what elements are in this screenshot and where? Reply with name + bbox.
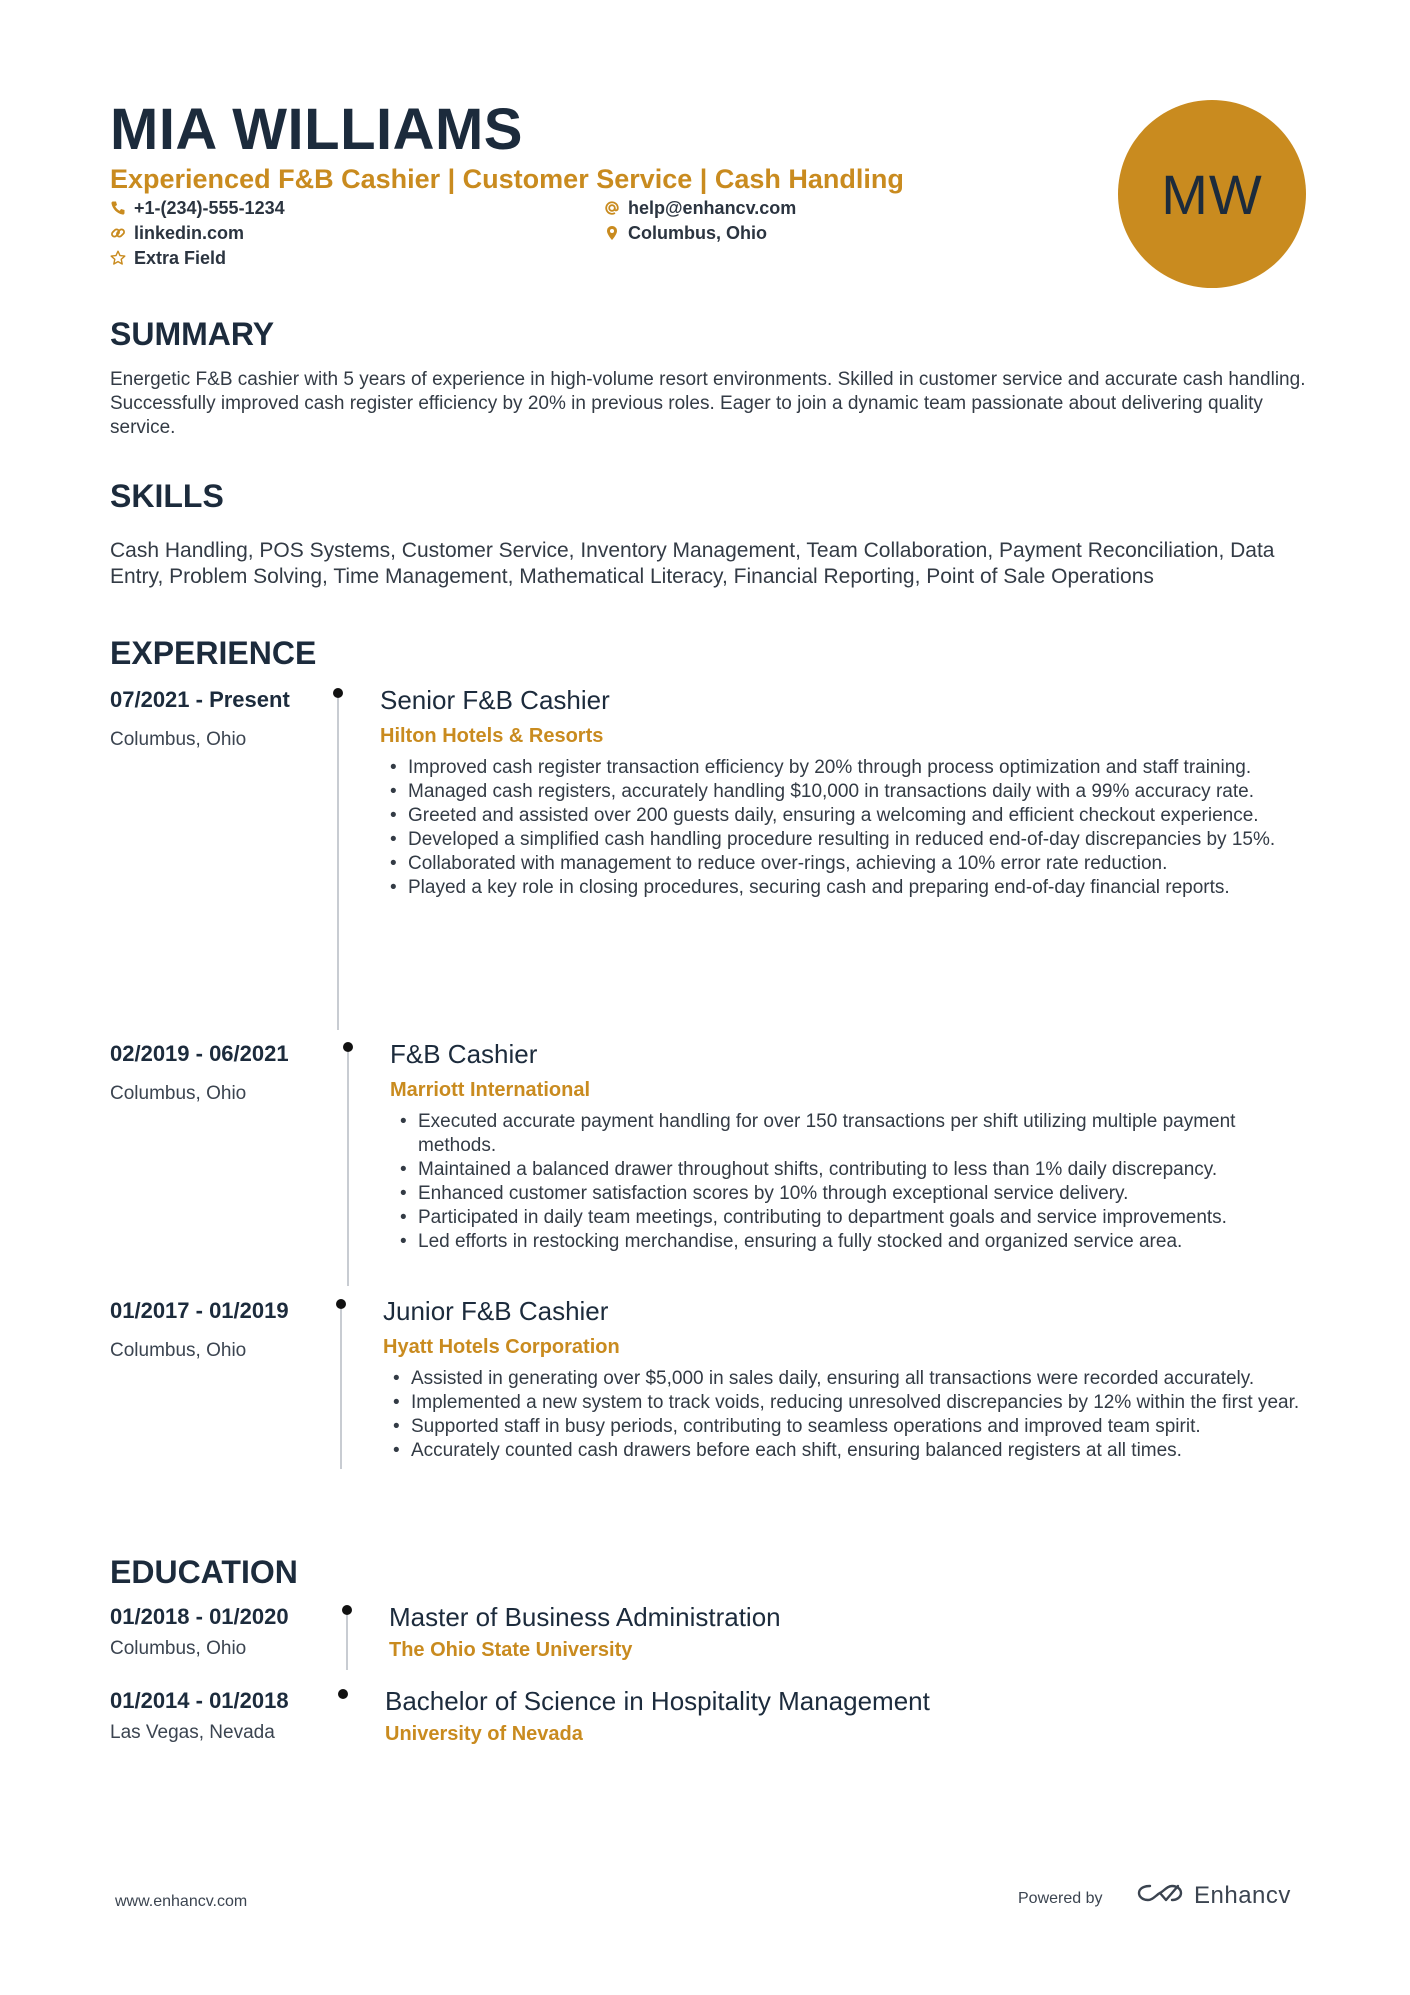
experience-bullet: • Supported staff in busy periods, contributing to seamless operations and improved team spirit. — [383, 1415, 1303, 1439]
experience-bullet: • Collaborated with management to reduce over-rings, achieving a 10% error rate reduction. — [380, 852, 1300, 876]
powered-by-label: Powered by — [1018, 1890, 1103, 1907]
contact-location — [604, 221, 767, 245]
experience-bullet: • Implemented a new system to track voids, reducing unresolved discrepancies by 12% within the first year. — [383, 1391, 1303, 1415]
education-title: EDUCATION — [110, 1554, 298, 1590]
contact-location-text: Columbus, Ohio — [628, 223, 767, 243]
contact-extra — [110, 246, 226, 270]
education-date: 01/2018 - 01/2020 — [110, 1604, 289, 1629]
star-icon — [110, 250, 126, 266]
timeline-dot — [333, 688, 343, 698]
experience-title: EXPERIENCE — [110, 635, 317, 671]
experience-bullet: • Accurately counted cash drawers before each shift, ensuring balanced registers at all times. — [383, 1439, 1303, 1463]
contact-email[interactable] — [604, 196, 796, 220]
enhancv-brand[interactable] — [1136, 1880, 1291, 1911]
experience-role: F&B Cashier — [390, 1039, 538, 1069]
timeline-line — [337, 698, 339, 1030]
experience-location: Columbus, Ohio — [110, 1083, 247, 1104]
experience-company: Hilton Hotels & Resorts — [380, 725, 604, 747]
experience-bullet: • Led efforts in restocking merchandise, ensuring a fully stocked and organized service area. — [390, 1230, 1305, 1254]
experience-bullets — [390, 1110, 1305, 1254]
location-pin-icon — [604, 225, 620, 241]
enhancv-brand-name: Enhancv — [1194, 1881, 1291, 1909]
experience-bullet: • Developed a simplified cash handling procedure resulting in reduced end-of-day discrepancies by 15%. — [380, 828, 1300, 852]
education-school: University of Nevada — [385, 1723, 583, 1745]
summary-text: Energetic F&B cashier with 5 years of experience in high-volume resort environments. Skilled in customer service and accurate cash handling. Successfully improved cash register efficiency by 20% in previous roles. Eager to join a dynamic team passionate about delivering quality service. — [110, 369, 1306, 438]
experience-location: Columbus, Ohio — [110, 729, 247, 750]
education-location: Columbus, Ohio — [110, 1638, 247, 1659]
avatar-initials: MW — [1161, 162, 1263, 226]
candidate-headline: Experienced F&B Cashier | Customer Service | Cash Handling — [110, 164, 904, 194]
education-location: Las Vegas, Nevada — [110, 1722, 275, 1743]
experience-bullet: • Assisted in generating over $5,000 in sales daily, ensuring all transactions were recorded accurately. — [383, 1367, 1303, 1391]
experience-bullet: • Played a key role in closing procedures, securing cash and preparing end-of-day financial reports. — [380, 876, 1300, 900]
experience-bullet: • Maintained a balanced drawer throughout shifts, contributing to less than 1% daily discrepancy. — [390, 1158, 1305, 1182]
footer-url[interactable]: www.enhancv.com — [115, 1893, 248, 1910]
experience-bullet: • Improved cash register transaction efficiency by 20% through process optimization and staff training. — [380, 756, 1300, 780]
education-degree: Master of Business Administration — [389, 1602, 781, 1632]
experience-bullet: • Executed accurate payment handling for over 150 transactions per shift utilizing multiple payment methods. — [390, 1110, 1305, 1158]
contact-email-text: help@enhancv.com — [628, 198, 797, 218]
contact-linkedin[interactable] — [110, 221, 244, 245]
at-icon — [604, 200, 620, 216]
timeline-line — [347, 1052, 349, 1286]
education-date: 01/2014 - 01/2018 — [110, 1688, 289, 1713]
summary-title: SUMMARY — [110, 316, 275, 352]
experience-date: 02/2019 - 06/2021 — [110, 1041, 289, 1066]
candidate-name: MIA WILLIAMS — [110, 97, 523, 162]
enhancv-logo-icon — [1136, 1880, 1184, 1911]
experience-location: Columbus, Ohio — [110, 1340, 247, 1361]
timeline-dot — [343, 1042, 353, 1052]
timeline-dot — [336, 1299, 346, 1309]
experience-bullet: • Greeted and assisted over 200 guests daily, ensuring a welcoming and efficient checkout experience. — [380, 804, 1300, 828]
experience-role: Senior F&B Cashier — [380, 685, 610, 715]
contact-phone-text: +1-(234)-555-1234 — [134, 198, 285, 218]
experience-company: Hyatt Hotels Corporation — [383, 1336, 620, 1358]
experience-bullets — [380, 756, 1300, 900]
experience-role: Junior F&B Cashier — [383, 1296, 609, 1326]
timeline-dot — [338, 1689, 348, 1699]
experience-company: Marriott International — [390, 1079, 591, 1101]
experience-bullet: • Managed cash registers, accurately handling $10,000 in transactions daily with a 99% accuracy rate. — [380, 780, 1300, 804]
contact-extra-text: Extra Field — [134, 248, 227, 268]
experience-bullet: • Participated in daily team meetings, contributing to department goals and service improvements. — [390, 1206, 1305, 1230]
skills-title: SKILLS — [110, 478, 224, 514]
experience-date: 07/2021 - Present — [110, 687, 290, 712]
timeline-line — [340, 1309, 342, 1469]
phone-icon — [110, 200, 126, 216]
skills-text: Cash Handling, POS Systems, Customer Service, Inventory Management, Team Collaboration, Payment Reconciliation, Data Entry, Problem Solving, Time Management, Mathematical Literacy, Financial Reporting, Point of Sale Operations — [110, 539, 1275, 588]
education-degree: Bachelor of Science in Hospitality Management — [385, 1686, 930, 1716]
link-icon — [110, 225, 126, 241]
experience-bullet: • Enhanced customer satisfaction scores by 10% through exceptional service delivery. — [390, 1182, 1305, 1206]
avatar — [1118, 100, 1306, 288]
education-school: The Ohio State University — [389, 1639, 633, 1661]
experience-bullets — [383, 1367, 1303, 1463]
contact-linkedin-text: linkedin.com — [134, 223, 245, 243]
timeline-line — [346, 1615, 348, 1670]
contact-phone[interactable] — [110, 196, 285, 220]
experience-date: 01/2017 - 01/2019 — [110, 1298, 289, 1323]
timeline-dot — [342, 1605, 352, 1615]
